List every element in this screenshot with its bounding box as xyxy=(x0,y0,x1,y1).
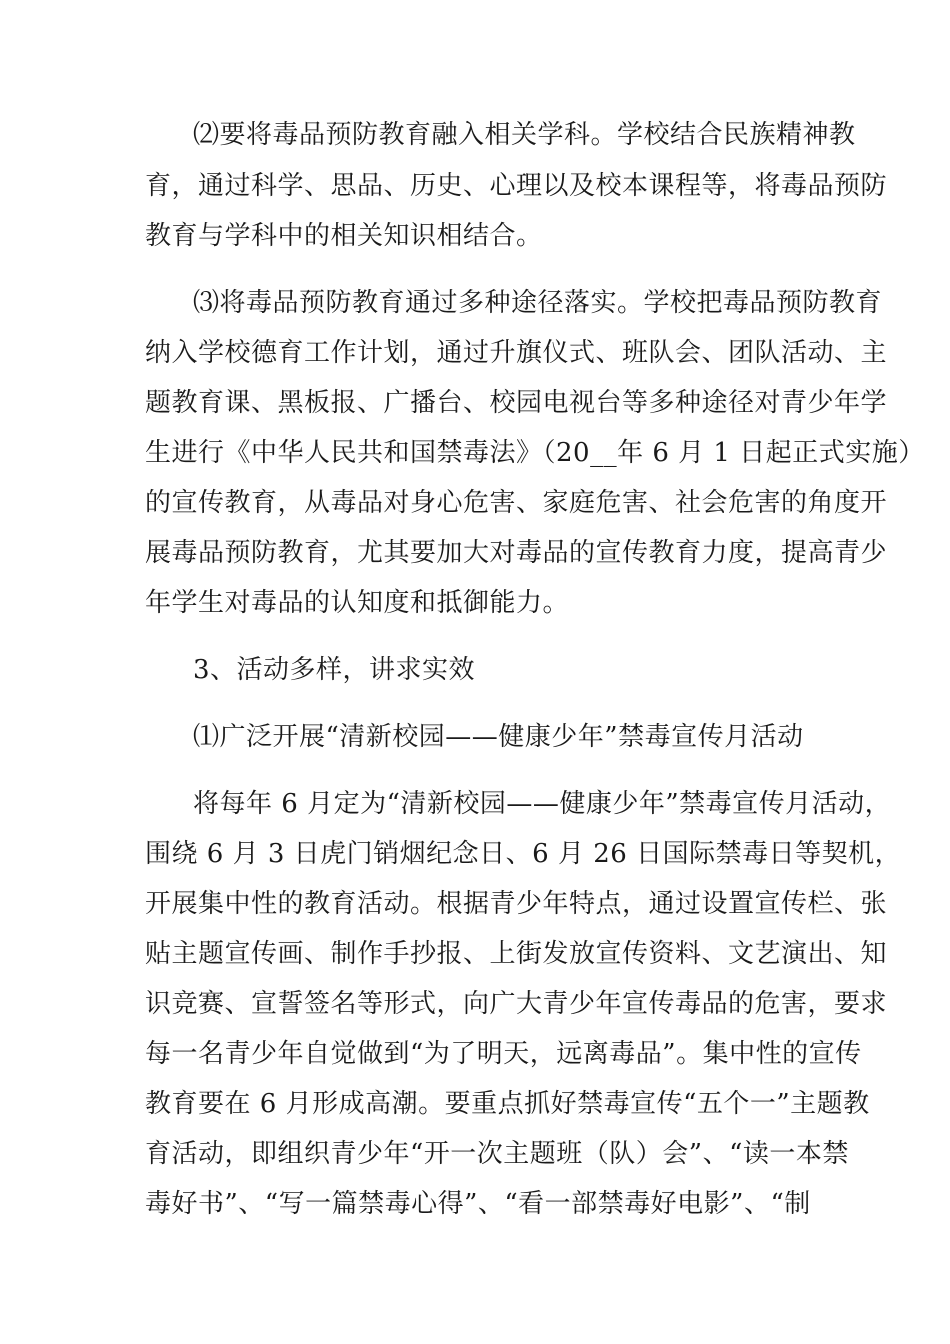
paragraph-4-line-4: 贴主题宣传画、制作手抄报、上街发放宣传资料、文艺演出、知 xyxy=(145,939,888,969)
paragraph-3-line-4: 生进行《中华人民共和国禁毒法》（20__年 6 月 1 日起正式实施） xyxy=(145,438,925,468)
paragraph-4-line-5: 识竞赛、宣誓签名等形式，向广大青少年宣传毒品的危害，要求 xyxy=(145,989,888,1019)
subsection-heading: ⑴广泛开展“清新校园——健康少年”禁毒宣传月活动 xyxy=(193,722,804,752)
paragraph-4-line-1: 将每年 6 月定为“清新校园——健康少年”禁毒宣传月活动， xyxy=(193,789,892,819)
paragraph-4-line-8: 育活动，即组织青少年“开一次主题班（队）会”、“读一本禁 xyxy=(145,1139,849,1169)
paragraph-4-line-3: 开展集中性的教育活动。根据青少年特点，通过设置宣传栏、张 xyxy=(145,889,888,919)
paragraph-4-line-6: 每一名青少年自觉做到“为了明天，远离毒品”。集中性的宣传 xyxy=(145,1039,862,1069)
paragraph-3-line-7: 年学生对毒品的认知度和抵御能力。 xyxy=(145,588,570,618)
paragraph-2-line-3: 教育与学科中的相关知识相结合。 xyxy=(145,221,543,251)
paragraph-4-line-7: 教育要在 6 月形成高潮。要重点抓好禁毒宣传“五个一”主题教 xyxy=(145,1089,870,1119)
paragraph-2-line-2: 育，通过科学、思品、历史、心理以及校本课程等，将毒品预防 xyxy=(145,171,888,201)
paragraph-2-line-1: ⑵要将毒品预防教育融入相关学科。学校结合民族精神教 xyxy=(193,120,856,150)
paragraph-3-line-1: ⑶将毒品预防教育通过多种途径落实。学校把毒品预防教育 xyxy=(193,288,883,318)
section-heading: 3、活动多样，讲求实效 xyxy=(193,655,476,685)
paragraph-4-line-9: 毒好书”、“写一篇禁毒心得”、“看一部禁毒好电影”、“制 xyxy=(145,1189,811,1219)
paragraph-3-line-2: 纳入学校德育工作计划，通过升旗仪式、班队会、团队活动、主 xyxy=(145,338,888,368)
paragraph-3-line-5: 的宣传教育，从毒品对身心危害、家庭危害、社会危害的角度开 xyxy=(145,488,888,518)
paragraph-3-line-3: 题教育课、黑板报、广播台、校园电视台等多种途径对青少年学 xyxy=(145,388,888,418)
paragraph-3-line-6: 展毒品预防教育，尤其要加大对毒品的宣传教育力度，提高青少 xyxy=(145,538,888,568)
paragraph-4-line-2: 围绕 6 月 3 日虎门销烟纪念日、6 月 26 日国际禁毒日等契机， xyxy=(145,839,902,869)
